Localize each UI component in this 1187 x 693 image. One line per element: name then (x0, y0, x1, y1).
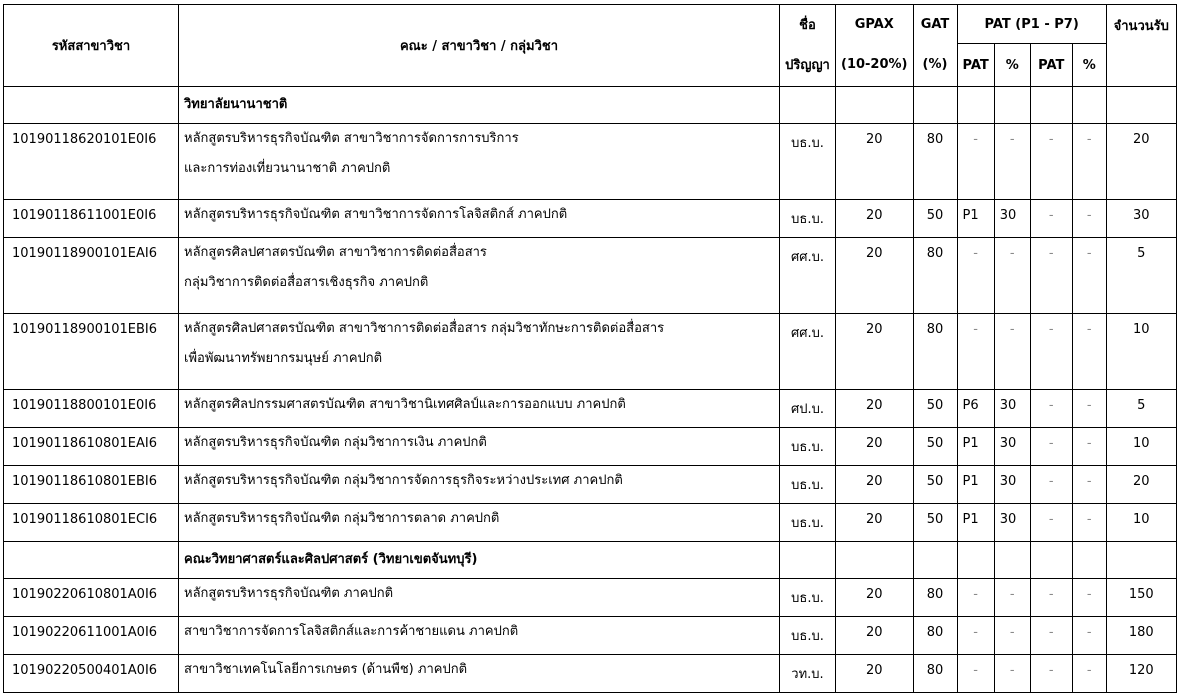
degree-cell: ศศ.บ. (780, 314, 836, 390)
gat-cell: 80 (913, 655, 957, 693)
gpax-cell: 20 (836, 579, 914, 617)
section-empty-cell (836, 87, 914, 124)
section-empty-cell (1030, 87, 1072, 124)
gpax-cell: 20 (836, 238, 914, 314)
program-code: 10190118611001E0I6 (4, 200, 179, 238)
table-row (4, 200, 1177, 238)
pat-1-pct-cell: - (994, 579, 1030, 617)
table-row (4, 617, 1177, 655)
gat-cell: 50 (913, 200, 957, 238)
pat-1-cell: P1 (957, 200, 994, 238)
pat-1-cell: P1 (957, 428, 994, 466)
program-name-line-1: สาขาวิชาการจัดการโลจิสติกส์และการค้าชายแดน ภาคปกติ (184, 624, 519, 639)
gpax-cell: 20 (836, 390, 914, 428)
pat-2-cell: - (1030, 504, 1072, 542)
section-title: คณะวิทยาศาสตร์และศิลปศาสตร์ (วิทยาเขตจันทบุรี) (179, 542, 780, 579)
program-name (179, 200, 780, 238)
pat-2-cell: - (1030, 314, 1072, 390)
seats-cell: 150 (1106, 579, 1176, 617)
program-name (179, 617, 780, 655)
program-code: 10190118800101E0I6 (4, 390, 179, 428)
pat-2-pct-cell: - (1072, 655, 1106, 693)
seats-cell: 20 (1106, 124, 1176, 200)
program-name (179, 238, 780, 314)
header-code: รหัสสาขาวิชา (4, 5, 179, 87)
gpax-cell: 20 (836, 124, 914, 200)
pat-2-cell: - (1030, 466, 1072, 504)
header-gat: GAT (913, 5, 957, 44)
section-empty-cell (1030, 542, 1072, 579)
pat-2-pct-cell: - (1072, 200, 1106, 238)
section-empty-cell (913, 542, 957, 579)
table-row (4, 579, 1177, 617)
program-name (179, 504, 780, 542)
header-gpax: GPAX (836, 5, 914, 44)
table-row (4, 504, 1177, 542)
seats-cell: 30 (1106, 200, 1176, 238)
header-faculty: คณะ / สาขาวิชา / กลุ่มวิชา (179, 5, 780, 87)
pat-1-pct-cell: - (994, 655, 1030, 693)
program-name-line-2: กลุ่มวิชาการติดต่อสื่อสารเชิงธุรกิจ ภาคปกติ (184, 275, 429, 290)
pat-1-cell: P1 (957, 466, 994, 504)
pat-1-cell: - (957, 314, 994, 390)
pat-2-cell: - (1030, 428, 1072, 466)
gat-cell: 50 (913, 466, 957, 504)
header-row-1 (4, 5, 1177, 44)
header-gat-sub: (%) (913, 44, 957, 87)
pat-2-cell: - (1030, 124, 1072, 200)
pat-1-pct-cell: 30 (994, 390, 1030, 428)
pat-2-cell: - (1030, 200, 1072, 238)
table-row (4, 466, 1177, 504)
section-code-cell (4, 542, 179, 579)
gpax-cell: 20 (836, 617, 914, 655)
program-name-line-1: หลักสูตรบริหารธุรกิจบัณฑิต กลุ่มวิชาการจัดการธุรกิจระหว่างประเทศ ภาคปกติ (184, 473, 623, 488)
seats-cell: 5 (1106, 390, 1176, 428)
pat-1-pct-cell: - (994, 314, 1030, 390)
pat-1-cell: P6 (957, 390, 994, 428)
header-pat-sub-2: PAT (1030, 44, 1072, 87)
program-code: 10190118610801EAI6 (4, 428, 179, 466)
degree-cell: วท.บ. (780, 655, 836, 693)
header-pat-sub-1: PAT (957, 44, 994, 87)
pat-2-pct-cell: - (1072, 466, 1106, 504)
program-name-line-1: หลักสูตรศิลปศาสตรบัณฑิต สาขาวิชาการติดต่อสื่อสาร (184, 245, 487, 260)
table-body (4, 87, 1177, 693)
program-name-line-2: เพื่อพัฒนาทรัพยากรมนุษย์ ภาคปกติ (184, 351, 383, 366)
table-row (4, 390, 1177, 428)
program-name-line-1: หลักสูตรบริหารธุรกิจบัณฑิต กลุ่มวิชาการเงิน ภาคปกติ (184, 435, 487, 450)
pat-2-pct-cell: - (1072, 428, 1106, 466)
admission-table (3, 4, 1177, 693)
pat-2-pct-cell: - (1072, 579, 1106, 617)
degree-cell: บธ.บ. (780, 617, 836, 655)
gpax-cell: 20 (836, 314, 914, 390)
gat-cell: 80 (913, 238, 957, 314)
program-code: 10190118610801ECI6 (4, 504, 179, 542)
program-name (179, 124, 780, 200)
header-seats: จำนวนรับ (1106, 5, 1176, 87)
program-code: 10190220610801A0I6 (4, 579, 179, 617)
seats-cell: 10 (1106, 504, 1176, 542)
program-code: 10190118900101EBI6 (4, 314, 179, 390)
gpax-cell: 20 (836, 200, 914, 238)
pat-2-pct-cell: - (1072, 390, 1106, 428)
program-name-line-1: หลักสูตรศิลปกรรมศาสตรบัณฑิต สาขาวิชานิเทศศิลป์และการออกแบบ ภาคปกติ (184, 397, 626, 412)
pat-2-pct-cell: - (1072, 617, 1106, 655)
section-empty-cell (836, 542, 914, 579)
degree-cell: บธ.บ. (780, 124, 836, 200)
section-empty-cell (1106, 542, 1176, 579)
program-name (179, 466, 780, 504)
pat-1-pct-cell: - (994, 617, 1030, 655)
section-empty-cell (780, 542, 836, 579)
header-pat-pct-2: % (1072, 44, 1106, 87)
section-empty-cell (1072, 542, 1106, 579)
seats-cell: 5 (1106, 238, 1176, 314)
section-empty-cell (994, 87, 1030, 124)
degree-cell: บธ.บ. (780, 428, 836, 466)
section-empty-cell (957, 542, 994, 579)
gpax-cell: 20 (836, 655, 914, 693)
section-row (4, 87, 1177, 124)
pat-1-pct-cell: - (994, 238, 1030, 314)
gat-cell: 80 (913, 579, 957, 617)
pat-2-cell: - (1030, 617, 1072, 655)
program-code: 10190220500401A0I6 (4, 655, 179, 693)
pat-1-cell: - (957, 238, 994, 314)
gpax-cell: 20 (836, 504, 914, 542)
table-row (4, 428, 1177, 466)
section-empty-cell (994, 542, 1030, 579)
section-code-cell (4, 87, 179, 124)
degree-cell: ศศ.บ. (780, 238, 836, 314)
program-code: 10190220611001A0I6 (4, 617, 179, 655)
table-row (4, 314, 1177, 390)
gat-cell: 50 (913, 390, 957, 428)
pat-1-pct-cell: 30 (994, 504, 1030, 542)
pat-1-pct-cell: 30 (994, 466, 1030, 504)
header-gpax-sub: (10-20%) (836, 44, 914, 87)
pat-2-pct-cell: - (1072, 238, 1106, 314)
header-degree: ชื่อ (780, 5, 836, 44)
gpax-cell: 20 (836, 466, 914, 504)
program-name-line-1: หลักสูตรบริหารธุรกิจบัณฑิต กลุ่มวิชาการตลาด ภาคปกติ (184, 511, 500, 526)
program-name-line-1: หลักสูตรบริหารธุรกิจบัณฑิต สาขาวิชาการจัดการโลจิสติกส์ ภาคปกติ (184, 207, 568, 222)
section-empty-cell (1106, 87, 1176, 124)
degree-cell: บธ.บ. (780, 504, 836, 542)
section-empty-cell (913, 87, 957, 124)
program-name (179, 579, 780, 617)
pat-2-pct-cell: - (1072, 504, 1106, 542)
pat-2-pct-cell: - (1072, 314, 1106, 390)
program-name-line-1: หลักสูตรศิลปศาสตรบัณฑิต สาขาวิชาการติดต่อสื่อสาร กลุ่มวิชาทักษะการติดต่อสื่อสาร (184, 321, 665, 336)
program-name-line-1: หลักสูตรบริหารธุรกิจบัณฑิต สาขาวิชาการจัดการการบริการ (184, 131, 519, 146)
pat-1-pct-cell: 30 (994, 200, 1030, 238)
degree-cell: ศป.บ. (780, 390, 836, 428)
program-name (179, 655, 780, 693)
gat-cell: 80 (913, 314, 957, 390)
program-name (179, 428, 780, 466)
degree-cell: บธ.บ. (780, 579, 836, 617)
pat-1-cell: - (957, 124, 994, 200)
degree-cell: บธ.บ. (780, 466, 836, 504)
program-code: 10190118900101EAI6 (4, 238, 179, 314)
program-code: 10190118620101E0I6 (4, 124, 179, 200)
pat-1-pct-cell: - (994, 124, 1030, 200)
pat-1-cell: - (957, 579, 994, 617)
gat-cell: 80 (913, 617, 957, 655)
pat-2-cell: - (1030, 390, 1072, 428)
gpax-cell: 20 (836, 428, 914, 466)
degree-cell: บธ.บ. (780, 200, 836, 238)
pat-1-cell: - (957, 655, 994, 693)
pat-2-pct-cell: - (1072, 124, 1106, 200)
section-empty-cell (1072, 87, 1106, 124)
header-pat: PAT (P1 - P7) (957, 5, 1106, 44)
seats-cell: 120 (1106, 655, 1176, 693)
seats-cell: 10 (1106, 428, 1176, 466)
section-empty-cell (780, 87, 836, 124)
table-row (4, 124, 1177, 200)
table-row (4, 238, 1177, 314)
section-row (4, 542, 1177, 579)
program-name (179, 390, 780, 428)
header-pat-pct-1: % (994, 44, 1030, 87)
gat-cell: 50 (913, 428, 957, 466)
pat-1-cell: - (957, 617, 994, 655)
pat-2-cell: - (1030, 655, 1072, 693)
seats-cell: 10 (1106, 314, 1176, 390)
program-name (179, 314, 780, 390)
program-name-line-1: สาขาวิชาเทคโนโลยีการเกษตร (ด้านพืช) ภาคปกติ (184, 662, 468, 677)
section-empty-cell (957, 87, 994, 124)
seats-cell: 20 (1106, 466, 1176, 504)
pat-1-pct-cell: 30 (994, 428, 1030, 466)
gat-cell: 80 (913, 124, 957, 200)
header-degree-sub: ปริญญา (780, 44, 836, 87)
seats-cell: 180 (1106, 617, 1176, 655)
pat-2-cell: - (1030, 238, 1072, 314)
pat-2-cell: - (1030, 579, 1072, 617)
gat-cell: 50 (913, 504, 957, 542)
pat-1-cell: P1 (957, 504, 994, 542)
program-name-line-2: และการท่องเที่ยวนานาชาติ ภาคปกติ (184, 161, 391, 176)
program-name-line-1: หลักสูตรบริหารธุรกิจบัณฑิต ภาคปกติ (184, 586, 394, 601)
table-row (4, 655, 1177, 693)
program-code: 10190118610801EBI6 (4, 466, 179, 504)
section-title: วิทยาลัยนานาชาติ (179, 87, 780, 124)
